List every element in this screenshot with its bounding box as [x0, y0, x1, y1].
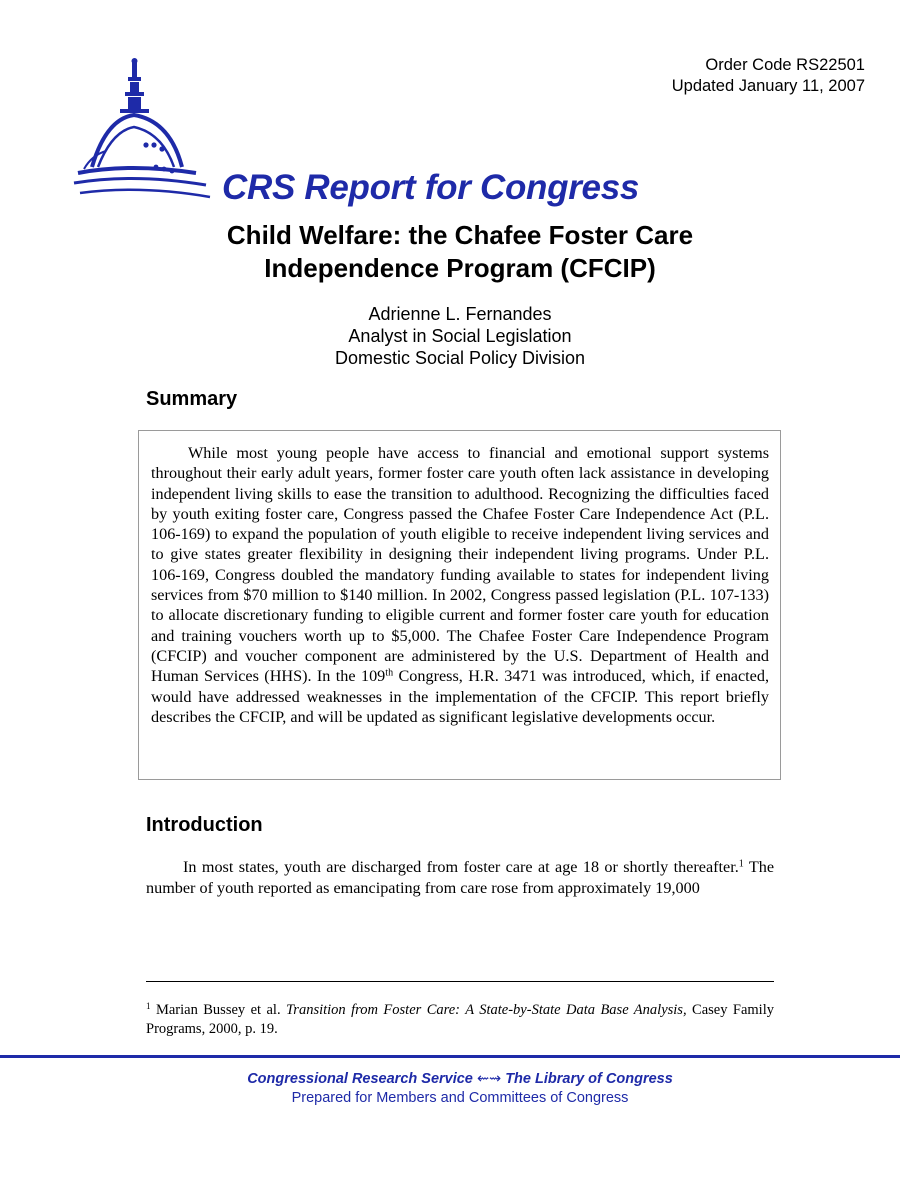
capitol-dome-icon	[70, 55, 220, 215]
document-title	[0, 219, 920, 285]
intro-text-part-2: The number of youth reported as emancipating from care rose from approximately 19,000	[146, 858, 775, 897]
footnote-text-after: Casey Family Programs, 2000, p. 19.	[146, 1002, 774, 1037]
footnote	[146, 1001, 774, 1039]
author-block	[0, 303, 920, 369]
summary-box	[138, 430, 781, 780]
summary-paragraph	[151, 443, 769, 727]
footnote-reference[interactable]: 1	[738, 858, 744, 870]
introduction-heading: Introduction	[146, 814, 263, 836]
author-division: Domestic Social Policy Division	[334, 348, 586, 368]
footer-separator-icon: ⇜⇝	[476, 1071, 502, 1087]
summary-superscript: th	[385, 667, 394, 679]
intro-text-part-1: In most states, youth are discharged from foster care at age 18 or shortly thereafter.	[183, 858, 739, 876]
summary-text-part-1: While most young people have access to financial and emotional support systems throughout their early adult years, former foster care youth often lack assistance in developing independent living skills to ease the transition to adulthood. Recognizing the difficulties faced by youth exiting foster care, Congress passed the Chafee Foster Care Independence Act (P.L. 106-169) to expand the population of youth eligible to receive independent living services and to give states greater flexibility in designing their independent living programs. Under P.L. 106-169, Congress doubled the mandatory funding available to states for independent living services from $70 million to $140 million. In 2002, Congress passed legislation (P.L. 107-133) to allocate discretionary funding to eligible current and former foster care youth for education and training vouchers worth up to $5,000. The Chafee Foster Care Independence Program (CFCIP) and voucher component are administered by the U.S. Department of Health and Human Services (HHS). In the 109	[151, 444, 769, 686]
introduction-paragraph	[146, 857, 774, 898]
order-code: Order Code RS22501	[705, 56, 865, 74]
updated-date: Updated January 11, 2007	[671, 77, 865, 95]
footnote-number: 1	[146, 1001, 151, 1012]
author-role: Analyst in Social Legislation	[348, 326, 572, 346]
footnote-divider	[146, 981, 774, 982]
title-line-2: Independence Program (CFCIP)	[264, 253, 656, 283]
author-name: Adrienne L. Fernandes	[368, 304, 552, 324]
footnote-source-title: Transition from Foster Care: A State-by-State Data Base Analysis,	[286, 1002, 687, 1018]
order-info	[672, 55, 865, 97]
summary-text-part-2: Congress, H.R. 3471 was introduced, which, if enacted, would have addressed weaknesses in the implementation of the CFCIP. This report briefly describes the CFCIP, and will be updated as significant legislative developments occur.	[151, 667, 769, 726]
footer-crs: Congressional Research Service	[247, 1071, 473, 1087]
footer-divider	[0, 1055, 900, 1058]
footer-tagline: Prepared for Members and Committees of Congress	[291, 1090, 629, 1106]
footer-library: The Library of Congress	[505, 1071, 673, 1087]
title-line-1: Child Welfare: the Chafee Foster Care	[226, 220, 694, 250]
report-brand-title: CRS Report for Congress	[222, 168, 640, 207]
summary-heading: Summary	[146, 388, 238, 410]
footer-organization	[0, 1071, 920, 1087]
footnote-text-before: Marian Bussey et al.	[150, 1002, 287, 1018]
